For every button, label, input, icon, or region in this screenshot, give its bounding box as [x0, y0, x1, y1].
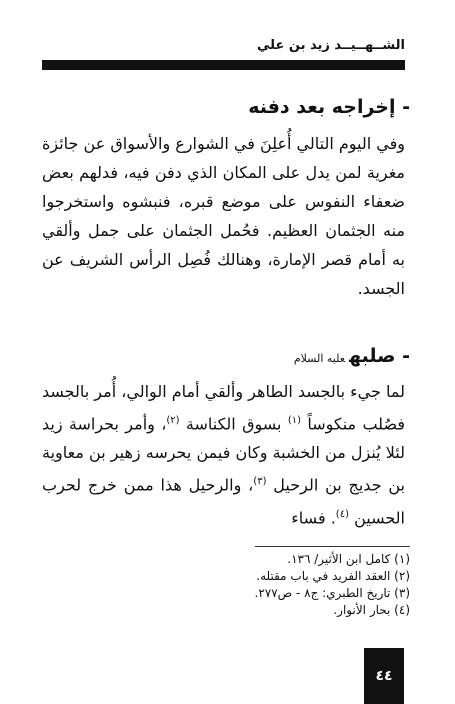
heading-text: - صلبه [349, 345, 410, 367]
paragraph-exhumation [42, 129, 405, 303]
paragraph-exhumation-text: وفي اليوم التالي أُعلِنَ في الشوارع والأسواق عن جائزة مغرية لمن يدل على المكان الذي دفن فيه، فدلهم بعض ضعفاء النفوس على موضع قبره، فنبشوه واستخرجوا منه الجثمان العظيم. فحُمل الجثمان على جمل وألقي به أمام قصر الإمارة، وهنالك فُصِل الرأس الشريف عن الجسد. [42, 134, 405, 298]
honorific-glyph: عليه السلام [293, 352, 346, 365]
footnote-ref: (٢) [166, 415, 180, 426]
section-heading-crucifixion [294, 345, 410, 367]
paragraph-crucifixion [42, 377, 405, 532]
running-header: الشــهــيــد زيد بن علي [257, 38, 405, 53]
footnote-3: (٣) تاريخ الطبري: ج٨ - ص٢٧٧. [254, 586, 410, 600]
text-segment: ، وأمر بحراسة زيد لئلا يُنزل من الخشبة وكان فيمن يحرسه زهير بن معاوية بن جديج بن الرحيل [42, 414, 406, 495]
footnote-ref: (٤) [335, 508, 349, 520]
footnote-1: (١) كامل ابن الأثير/ ١٣٦. [287, 552, 410, 566]
paragraph-crucifixion-text [42, 377, 405, 532]
footnote-ref: (١) [287, 415, 301, 426]
footnote-rule [255, 546, 410, 547]
footnote-ref: (٣) [253, 476, 267, 488]
page-number: ٤٤ [364, 648, 404, 704]
text-segment: بسوق الكناسة [185, 414, 288, 434]
header-rule [42, 60, 405, 70]
text-segment: ، والرحيل هذا ممن خرج لحرب الحسين [42, 475, 405, 527]
footnote-2: (٢) العقد الفريد في باب مقتله. [256, 569, 410, 583]
text-segment: . فساء [291, 507, 336, 527]
section-heading-exhumation: - إخراجه بعد دفنه [248, 96, 410, 118]
footnote-4: (٤) بحار الأنوار. [333, 603, 410, 617]
text-segment: لما جيء بالجسد الطاهر وألقي أمام الوالي، أُمر بالجسد فصُلب منكوساً [42, 382, 405, 434]
footnotes [80, 551, 410, 619]
